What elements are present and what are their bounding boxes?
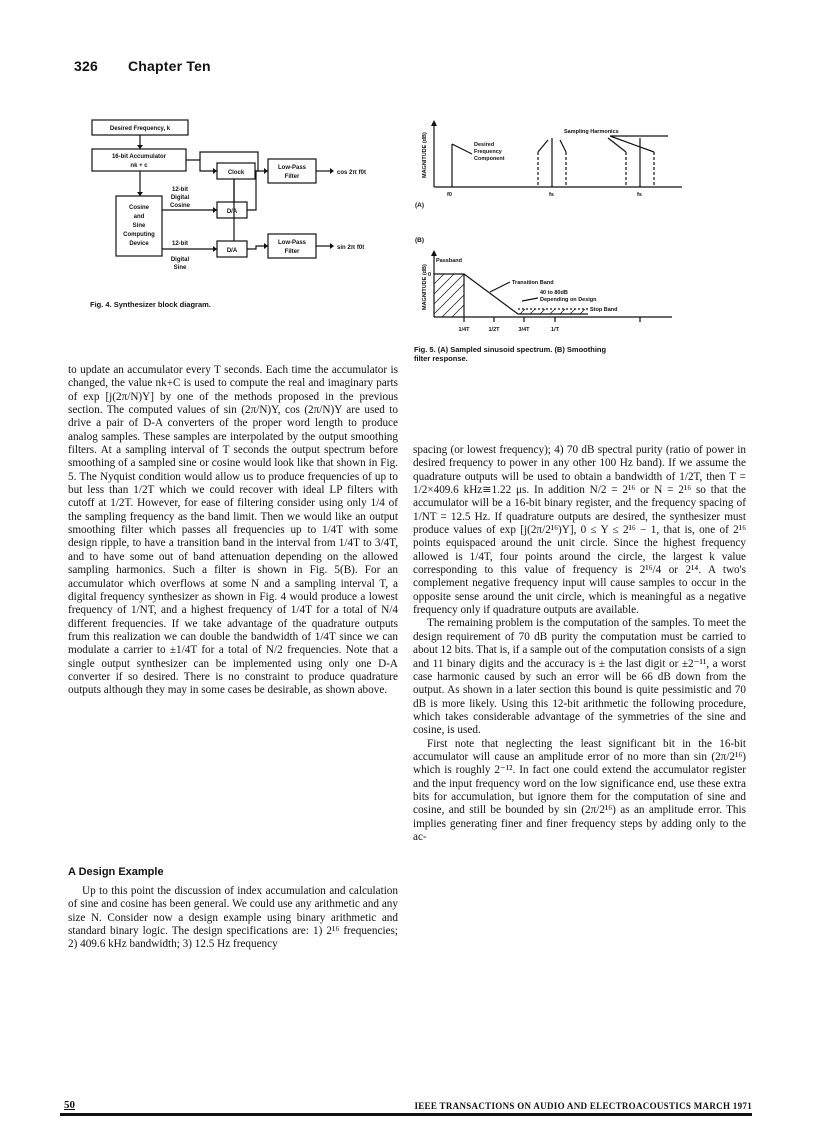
svg-text:Low-Pass: Low-Pass — [277, 165, 307, 171]
svg-text:16-bit Accumulator: 16-bit Accumulator — [111, 154, 167, 160]
paragraph: First note that neglecting the least significant bit in the 16-bit accumulator will cause an amplitude error of no more than sin (2π/2¹⁶) which is roughly 2⁻¹². In fact one could extend the accumulator register and the input frequency word on the low significance end, use these extra bits for accumulation, but ignore them for the computation of sine and cosine, and still be bounded by sin (2π/2¹⁶) as an amplitude error. This implies generating finer and finer frequency steps by adding only to the ac- — [413, 737, 746, 843]
svg-text:Stop Band: Stop Band — [590, 307, 618, 313]
svg-text:Digital: Digital — [170, 195, 190, 201]
svg-text:Transition Band: Transition Band — [512, 280, 554, 286]
svg-text:0: 0 — [428, 272, 432, 278]
paragraph: spacing (or lowest frequency); 4) 70 dB spectral purity (ratio of power in desired frequency to power in any other 100 Hz band). If we assume the quadrature outputs will be used to obtain a bandwidth of 1/2T, then T = 1/2×409.6 kHz≅1.22 μs. In addition N/2 = 2¹⁶ or N = 2¹⁶ so that the accumulator will be a 16-bit binary register, and the frequency spacing of 1/NT = 12.5 Hz. If quadrature outputs are desired, the synthesizer must produce values of exp [j(2π/2¹⁶)Y], 0 ≤ Y ≤ 2¹⁶ − 1, that is, one of 2¹⁶ points equispaced around the unit circle. Since the highest frequency allowed is 1/4T, four points around the circle, the largest k value corresponding to this value of frequency is 2¹⁶/4 or 2¹⁴. A two's complement negative frequency input will cause samples to occur in the opposite sense around the unit circle, which is meaningful as a negative frequency only if quadrature outputs are available. — [413, 444, 746, 617]
svg-text:Clock: Clock — [227, 170, 245, 176]
page-header — [74, 58, 211, 74]
svg-text:3/4T: 3/4T — [518, 327, 530, 333]
svg-text:nk + c: nk + c — [130, 163, 148, 169]
desired-frequency-label: Desired Frequency, k — [109, 126, 171, 132]
svg-text:Computing: Computing — [123, 232, 155, 238]
section-title: A Design Example — [68, 866, 164, 878]
panel-b-label: (B) — [415, 237, 425, 244]
svg-text:Sine: Sine — [132, 223, 146, 229]
svg-text:1/4T: 1/4T — [458, 327, 470, 333]
svg-text:Desired: Desired — [474, 142, 495, 148]
svg-text:Cosine: Cosine — [128, 205, 150, 211]
svg-text:f0: f0 — [447, 192, 452, 198]
svg-text:Low-Pass: Low-Pass — [277, 240, 307, 246]
column-left-top — [68, 364, 398, 698]
svg-text:fs: fs — [549, 192, 554, 198]
footer-page-number: 50 — [64, 1099, 75, 1111]
svg-text:1/T: 1/T — [551, 327, 559, 333]
svg-text:Filter: Filter — [284, 249, 300, 255]
panel-a-label: (A) — [415, 202, 425, 209]
svg-text:Depending on Design: Depending on Design — [540, 297, 597, 303]
svg-text:Frequency: Frequency — [474, 149, 502, 155]
svg-text:12-bit: 12-bit — [171, 187, 189, 193]
paragraph: to update an accumulator every T seconds. Each time the accumulator is changed, the value nk+C is used to compute the real and imaginary parts of exp [j(2π/N)Y] by one of the methods proposed in the previous section. The computed values of sin (2π/N)Y, cos (2π/N)Y are used to drive a pair of D-A converters of the proper word length to produce analog samples. These samples are interpolated by the output smoothing filters. At a sampling interval of T seconds the output spectrum before smoothing of a sampled sine or cosine would look like that shown in Fig. 5. The Nyquist condition would allow us to produce frequencies of up to but less than 1/2T which we could recover with ideal LP filters with cutoff at 1/2T. However, for ease of filtering consider using only 1/4 of the sampling frequency as the band limit. Then we would like an output smoothing filter which passes all frequencies up to 1/4T with some design ripple, to have a transition band in the interval from 1/4T to 3/4T, and to have some out of band attenuation depending on the allowed sampling harmonics. Such a filter is shown in Fig. 5(B). For an accumulator which overflows at some N and a sampling interval T, a digital frequency synthesizer as shown in Fig. 4 would produce a lowest frequency of 1/NT, and a highest frequency of 1/4T for a total of N/4 different frequencies. If we take advantage of the quadrature outputs frum this realization we can double the bandwidth of 1/4T since we can modulate a carrier to ±1/4T for a total of N/2 frequencies. Note that a single output synthesizer can be implemented using only one D-A converter if so desired. There is no constraint to produce quadrature outputs although they may in some cases be desirable, as shown above. — [68, 364, 398, 697]
svg-text:fs: fs — [637, 192, 642, 198]
ylabel-a: MAGNITUDE (dB) — [422, 132, 428, 178]
chapter-title: Chapter Ten — [127, 58, 211, 74]
footer-journal: IEEE TRANSACTIONS ON AUDIO AND ELECTROACOUSTICS MARCH 1971 — [414, 1101, 752, 1111]
svg-text:40 to 80dB: 40 to 80dB — [540, 290, 568, 296]
fig4-caption: Fig. 4. Synthesizer block diagram. — [90, 300, 211, 309]
column-right — [413, 444, 746, 844]
svg-text:D/A: D/A — [226, 248, 238, 254]
page-number: 326 — [74, 58, 98, 74]
svg-text:Cosine: Cosine — [169, 203, 191, 209]
sin-output-label: sin 2π f0t — [337, 245, 365, 251]
paragraph: Up to this point the discussion of index accumulation and calculation of sine and cosine has been general. We could use any arithmetic and any size N. Consider now a design example using binary arithmetic and standard binary logic. The design specifications are: 1) 2¹⁶ frequencies; 2) 409.6 kHz bandwidth; 3) 12.5 Hz frequency — [68, 885, 398, 951]
svg-text:Digital: Digital — [170, 257, 190, 263]
svg-text:12-bit: 12-bit — [171, 241, 189, 247]
svg-text:Filter: Filter — [284, 174, 300, 180]
svg-text:1/2T: 1/2T — [488, 327, 500, 333]
cos-output-label: cos 2π f0t — [337, 170, 366, 176]
fig5-spectra — [412, 114, 702, 346]
fig5-caption: Fig. 5. (A) Sampled sinusoid spectrum. (B) Smoothing filter response. — [414, 345, 607, 363]
fig4-block-diagram — [88, 116, 388, 306]
svg-text:D/A: D/A — [226, 209, 238, 215]
svg-text:Passband: Passband — [436, 258, 462, 264]
svg-text:Sine: Sine — [173, 265, 187, 271]
svg-text:Sampling Harmonics: Sampling Harmonics — [564, 129, 619, 135]
svg-text:and: and — [133, 214, 145, 220]
ylabel-b: MAGNITUDE (dB) — [422, 264, 428, 310]
svg-text:Component: Component — [474, 156, 505, 162]
svg-text:Device: Device — [129, 241, 149, 247]
column-left-bottom — [68, 885, 398, 952]
page-footer — [60, 1097, 752, 1116]
paragraph: The remaining problem is the computation of the samples. To meet the design requirement of 70 dB purity the computation must be carried to about 12 bits. That is, if a sample out of the computation consists of a sign and 11 binary digits and the accuracy is ± the last digit or ±2⁻¹¹, a worst case harmonic caused by such an error will be 66 dB down from the output. As shown in a later section this bound is quite pessimistic and 70 dB is more likely. Using this 12-bit arithmetic the following procedure, which takes considerable advantage of the symmetries of the sine and cosine, is used. — [413, 617, 746, 737]
